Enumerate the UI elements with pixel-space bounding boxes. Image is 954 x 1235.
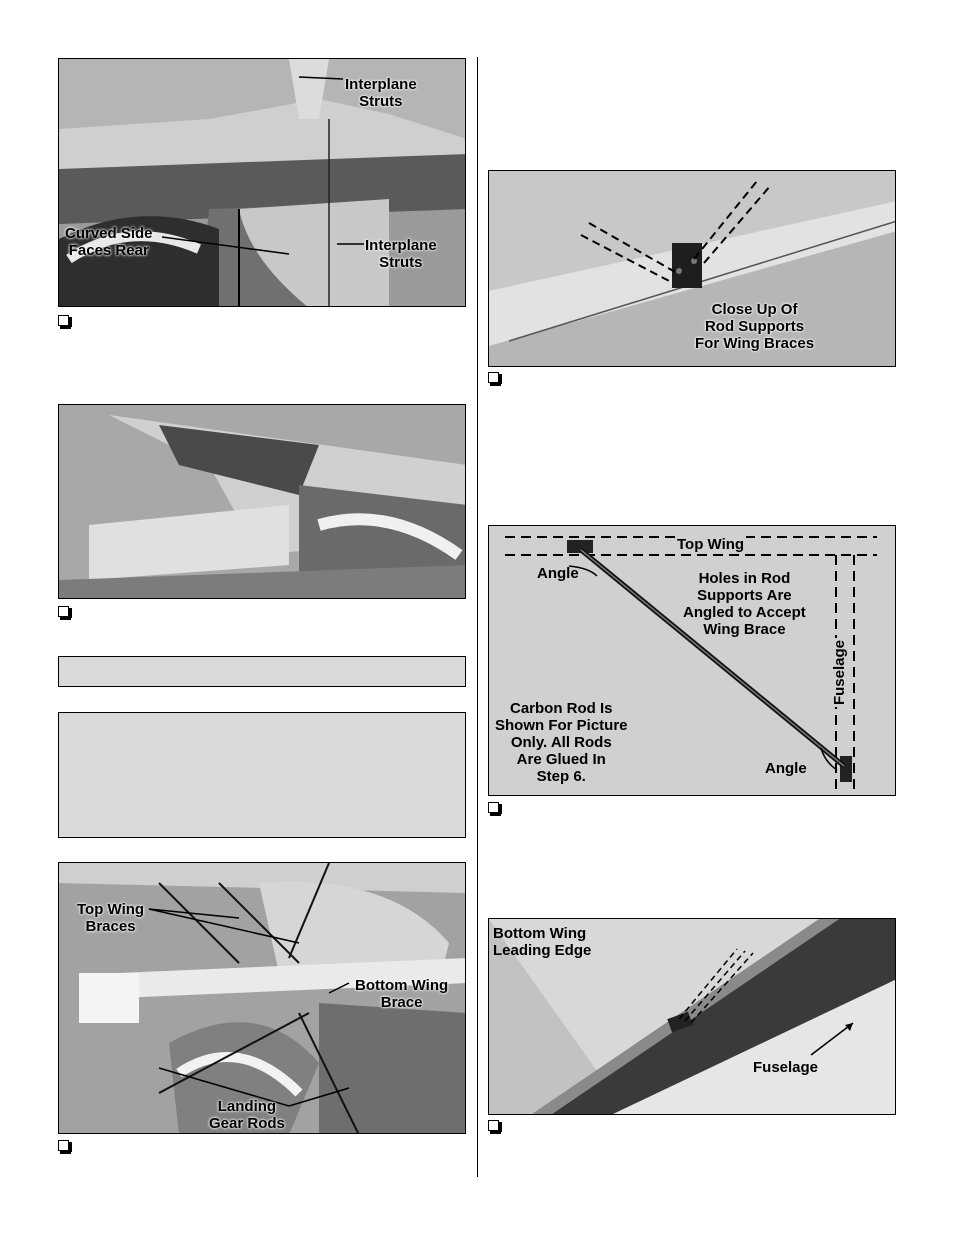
label-interplane-struts-bottom: Interplane Struts [365, 237, 437, 271]
column-divider [477, 57, 478, 1177]
photo-rod-supports-closeup-image [489, 171, 896, 367]
label-top-wing: Top Wing [677, 536, 745, 553]
label-carbon-rod-note: Carbon Rod Is Shown For Picture Only. All Rods Are Glued In Step 6. [495, 700, 628, 785]
label-bottom-wing-brace: Bottom Wing Brace [355, 977, 449, 1011]
photo-interplane-struts [58, 58, 466, 307]
section-header-box [58, 656, 466, 687]
label-top-wing-braces: Top Wing Braces [77, 901, 145, 935]
checkbox-step-2[interactable] [58, 606, 69, 617]
label-angle-bottom: Angle [765, 760, 807, 777]
note-box [58, 712, 466, 838]
label-close-up-rod-supports: Close Up Of Rod Supports For Wing Braces [695, 301, 815, 352]
label-interplane-struts-top: Interplane Struts [345, 76, 417, 110]
photo-rod-supports-closeup [488, 170, 896, 367]
checkbox-step-5[interactable] [488, 802, 499, 813]
label-angle-top: Angle [537, 565, 579, 582]
label-holes-angled: Holes in Rod Supports Are Angled to Accept Wing Brace [683, 570, 806, 638]
label-fuselage-photo6: Fuselage [753, 1059, 819, 1076]
photo-fuselage-view-image [59, 405, 466, 599]
label-fuselage-vertical: Fuselage [831, 639, 849, 706]
label-curved-side-faces-rear: Curved Side Faces Rear [65, 225, 153, 259]
checkbox-step-1[interactable] [58, 315, 69, 326]
photo-rod-support-angles [488, 525, 896, 796]
photo-bottom-wing-leading-edge [488, 918, 896, 1115]
photo-fuselage-view [58, 404, 466, 599]
label-bottom-wing-leading-edge: Bottom Wing Leading Edge [493, 925, 592, 959]
photo-wing-braces [58, 862, 466, 1134]
checkbox-step-3[interactable] [58, 1140, 69, 1151]
checkbox-step-6[interactable] [488, 1120, 499, 1131]
label-landing-gear-rods: Landing Gear Rods [209, 1098, 285, 1132]
checkbox-step-4[interactable] [488, 372, 499, 383]
